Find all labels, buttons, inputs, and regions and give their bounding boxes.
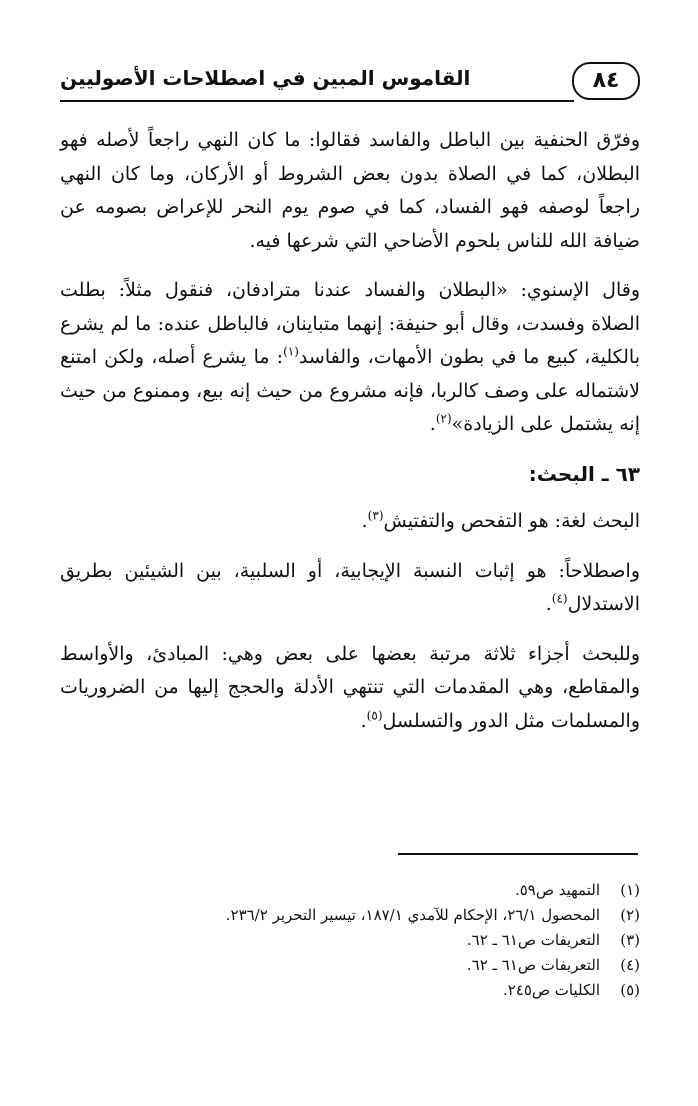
footnote-marker[interactable]: (٢) — [435, 411, 452, 426]
page-header — [60, 62, 640, 104]
footnote-text: التعريفات ص٦١ ـ ٦٢. — [466, 931, 600, 949]
paragraph-text: وقال الإسنوي: «البطلان والفساد عندنا مترادفان، فنقول مثلاً: بطلت الصلاة وفسدت، وقال أبو حنيفة: إنهما متباينان، فالباطل عنده: ما لم يشرع بالكلية، كبيع ما في بطون الأمهات، والفاسد — [60, 279, 640, 368]
footnote-text: التمهيد ص٥٩. — [514, 881, 600, 899]
paragraph-lexical-definition: البحث لغة: هو التفحص والتفتيش$^{(٣)}$. — [361, 508, 640, 532]
footnote-marker[interactable]: (٣) — [367, 508, 384, 523]
footnote-number: (١) — [620, 881, 640, 899]
paragraph-isnawi-quote: وقال الإسنوي: «البطلان والفساد عندنا مترادفان، فنقول مثلاً: بطلت الصلاة وفسدت، وقال أبو حنيفة: إنهما متباينان، فالباطل عنده: ما لم يشرع بالكلية، كبيع ما في بطون الأمهات، والفاسد$^{(١)}$: ما يشرع أصله، ولكن امتنع لاشتماله على وصف كالربا، فإنه مشروع من حيث إنه بيع، وممنوع من حيث إنه يشتمل على الزيادة»$^{(٢)}$. — [60, 279, 640, 435]
paragraph-technical-definition: واصطلاحاً: هو إثبات النسبة الإيجابية، أو السلبية، بين الشيئين بطريق الاستدلال$^{(٤)}$. — [60, 559, 640, 615]
footnote-item — [60, 878, 640, 903]
paragraph-text: وفرّق الحنفية بين الباطل والفاسد فقالوا: ما كان النهي راجعاً لأصله فهو البطلان، كما في الصلاة بدون بعض الشروط أو الأركان، وما كان النهي راجعاً لوصفه فهو الفساد، كما في صوم يوم النحر للإعراض بصومه عن ضيافة الله للناس بلحوم الأضاحي التي شرعها فيه. — [60, 129, 640, 252]
footnote-item — [60, 928, 640, 953]
paragraph-text: البحث لغة: هو التفحص والتفتيش — [383, 510, 640, 532]
footnote-item — [60, 953, 640, 978]
main-text — [60, 124, 640, 754]
paragraph-text: ما يشرع أصله، ولكن امتنع لاشتماله على وصف كالربا، فإنه مشروع من حيث إنه بيع، وممنوع من حيث إنه يشتمل على الزيادة» — [60, 346, 640, 435]
footnote-number: (٣) — [620, 931, 640, 949]
paragraph-hanafi-distinction — [60, 124, 640, 258]
page-number: ٨٤ — [572, 62, 640, 100]
footnote-marker[interactable]: (١) — [283, 344, 299, 359]
footnote-marker[interactable]: (٥) — [366, 708, 383, 723]
footnote-separator — [398, 853, 638, 855]
section-heading: ٦٣ ـ البحث: — [528, 461, 640, 486]
footnote-number: (٥) — [620, 981, 640, 999]
footnote-number: (٤) — [620, 956, 640, 974]
footnote-text: التعريفات ص٦١ ـ ٦٢. — [466, 956, 600, 974]
footnote-number: (٢) — [620, 906, 640, 924]
running-title: القاموس المبين في اصطلاحات الأصوليين — [60, 66, 471, 90]
paragraph-text: وللبحث أجزاء ثلاثة مرتبة بعضها على بعض وهي: المبادئ، والأواسط والمقاطع، وهي المقدمات التي تنتهي الأدلة والحجج إليها من الضروريات والمسلمات مثل الدور والتسلسل — [60, 642, 640, 732]
footnotes-list — [60, 878, 640, 1003]
footnote-text: الكليات ص٢٤٥. — [502, 981, 600, 999]
footnote-item — [60, 978, 640, 1003]
header-rule — [60, 100, 574, 102]
footnote-item — [60, 903, 640, 928]
footnote-marker[interactable]: (٤) — [551, 591, 568, 606]
paragraph-text: واصطلاحاً: هو إثبات النسبة الإيجابية، أو السلبية، بين الشيئين بطريق الاستدلال — [60, 559, 640, 615]
paragraph-parts: وللبحث أجزاء ثلاثة مرتبة بعضها على بعض وهي: المبادئ، والأواسط والمقاطع، وهي المقدمات التي تنتهي الأدلة والحجج إليها من الضروريات والمسلمات مثل الدور والتسلسل$^{(٥)}$. — [60, 642, 640, 732]
footnote-text: المحصول ٢٦/١، الإحكام للآمدي ١٨٧/١، تيسير التحرير ٢٣٦/٢. — [225, 906, 600, 924]
